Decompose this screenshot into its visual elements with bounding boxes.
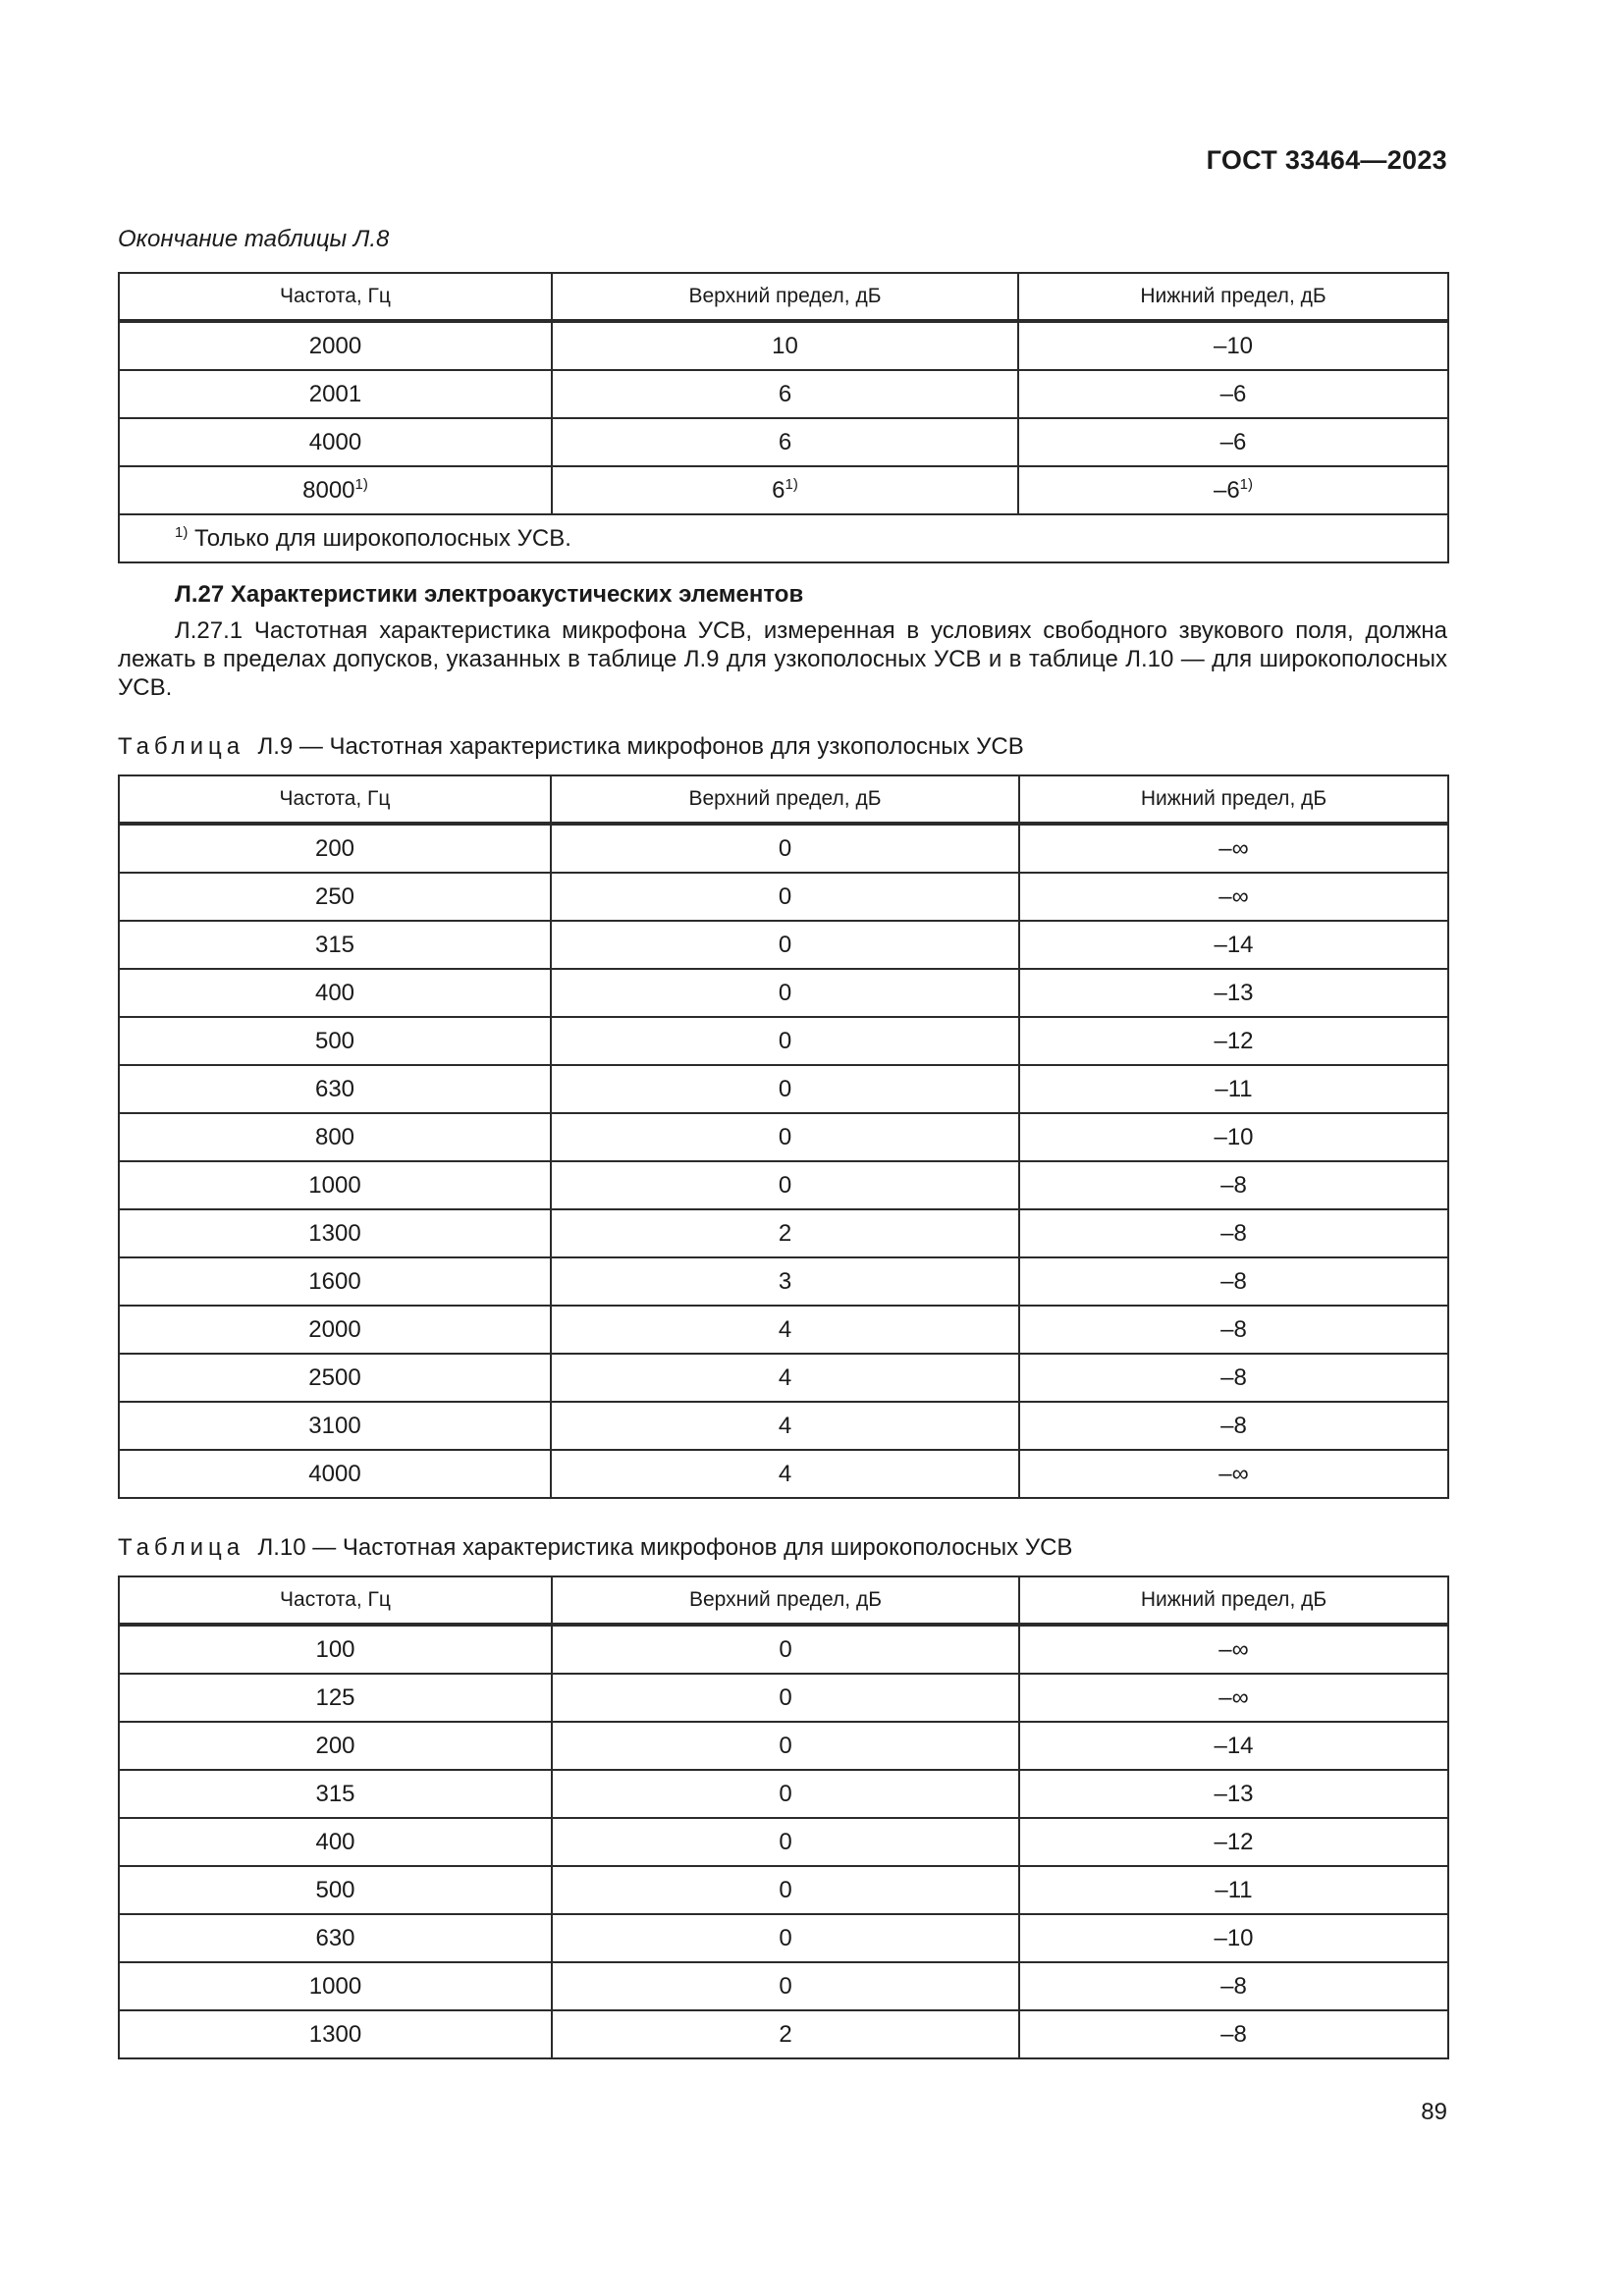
footnote-text: Только для широкополосных УСВ. xyxy=(194,524,571,552)
cell-lower-limit: –∞ xyxy=(1019,873,1448,921)
cell-upper-limit: 4 xyxy=(551,1402,1019,1450)
column-header-upper-limit: Верхний предел, дБ xyxy=(552,1576,1019,1625)
cell-upper-limit: 0 xyxy=(552,1818,1019,1866)
cell-upper-limit: 0 xyxy=(551,1161,1019,1209)
cell-lower-limit: –10 xyxy=(1019,1914,1448,1962)
cell-upper-limit: 4 xyxy=(551,1450,1019,1498)
column-header-frequency: Частота, Гц xyxy=(119,273,552,321)
cell-upper-limit: 6 xyxy=(552,370,1018,418)
cell-upper-limit: 0 xyxy=(551,873,1019,921)
table-header-row xyxy=(119,273,1448,321)
footnote-marker: 1) xyxy=(1239,475,1254,493)
cell-upper-limit: 3 xyxy=(551,1257,1019,1306)
cell-frequency: 100 xyxy=(119,1625,552,1674)
cell-lower-limit: –8 xyxy=(1019,2010,1448,2058)
cell-upper-limit: 2 xyxy=(552,2010,1019,2058)
cell-upper-limit: 0 xyxy=(552,1962,1019,2010)
table-l9-title xyxy=(118,733,1024,761)
page-number: 89 xyxy=(1421,2099,1447,2125)
cell-frequency: 4000 xyxy=(119,418,552,466)
cell-frequency: 2500 xyxy=(119,1354,551,1402)
table-row xyxy=(119,321,1448,370)
cell-upper-limit: 0 xyxy=(552,1866,1019,1914)
cell-lower-limit: –10 xyxy=(1018,321,1448,370)
document-code: ГОСТ 33464—2023 xyxy=(1206,145,1447,175)
column-header-upper-limit: Верхний предел, дБ xyxy=(552,273,1018,321)
cell-frequency: 315 xyxy=(119,921,551,969)
cell-lower-limit: –12 xyxy=(1019,1017,1448,1065)
column-header-lower-limit: Нижний предел, дБ xyxy=(1019,1576,1448,1625)
table-row xyxy=(119,466,1448,514)
cell-frequency: 125 xyxy=(119,1674,552,1722)
table-row xyxy=(119,1065,1448,1113)
cell-lower-limit xyxy=(1018,466,1448,514)
table-row xyxy=(119,921,1448,969)
cell-frequency: 500 xyxy=(119,1017,551,1065)
cell-upper-limit: 0 xyxy=(552,1674,1019,1722)
table-row xyxy=(119,1402,1448,1450)
table-row xyxy=(119,1306,1448,1354)
cell-lower-limit: –10 xyxy=(1019,1113,1448,1161)
cell-value: 6 xyxy=(772,476,785,504)
table-body xyxy=(119,824,1448,1498)
cell-frequency: 1000 xyxy=(119,1962,552,2010)
cell-lower-limit: –11 xyxy=(1019,1065,1448,1113)
table-body xyxy=(119,1625,1448,2058)
column-header-upper-limit: Верхний предел, дБ xyxy=(551,775,1019,824)
cell-lower-limit: –∞ xyxy=(1019,824,1448,873)
table-row xyxy=(119,824,1448,873)
cell-upper-limit: 0 xyxy=(551,1065,1019,1113)
table-row xyxy=(119,1257,1448,1306)
table-row xyxy=(119,2010,1448,2058)
table-row xyxy=(119,1674,1448,1722)
table-row xyxy=(119,1113,1448,1161)
table-row xyxy=(119,1962,1448,2010)
cell-frequency: 315 xyxy=(119,1770,552,1818)
table-row xyxy=(119,1017,1448,1065)
cell-lower-limit: –8 xyxy=(1019,1402,1448,1450)
cell-lower-limit: –8 xyxy=(1019,1209,1448,1257)
cell-upper-limit: 0 xyxy=(551,921,1019,969)
cell-lower-limit: –13 xyxy=(1019,969,1448,1017)
table-label: Таблица xyxy=(118,733,245,760)
table-continuation-caption: Окончание таблицы Л.8 xyxy=(118,226,390,252)
table-title-text: Л.10 — Частотная характеристика микрофонов для широкополосных УСВ xyxy=(257,1534,1073,1561)
cell-upper-limit: 6 xyxy=(552,418,1018,466)
cell-frequency: 200 xyxy=(119,1722,552,1770)
cell-frequency: 800 xyxy=(119,1113,551,1161)
table-header-row xyxy=(119,1576,1448,1625)
cell-frequency: 1300 xyxy=(119,2010,552,2058)
cell-lower-limit: –6 xyxy=(1018,370,1448,418)
cell-frequency: 400 xyxy=(119,1818,552,1866)
cell-frequency: 1600 xyxy=(119,1257,551,1306)
cell-frequency: 1000 xyxy=(119,1161,551,1209)
table-row xyxy=(119,1209,1448,1257)
cell-lower-limit: –6 xyxy=(1018,418,1448,466)
cell-frequency: 1300 xyxy=(119,1209,551,1257)
cell-frequency: 2000 xyxy=(119,321,552,370)
footnote-marker: 1) xyxy=(354,475,368,493)
cell-upper-limit: 0 xyxy=(552,1914,1019,1962)
cell-frequency: 200 xyxy=(119,824,551,873)
table-header-row xyxy=(119,775,1448,824)
table-note-row xyxy=(119,514,1448,562)
cell-lower-limit: –13 xyxy=(1019,1770,1448,1818)
cell-frequency: 3100 xyxy=(119,1402,551,1450)
cell-upper-limit: 0 xyxy=(552,1770,1019,1818)
table-row xyxy=(119,873,1448,921)
table-label: Таблица xyxy=(118,1534,245,1561)
cell-upper-limit: 4 xyxy=(551,1354,1019,1402)
cell-lower-limit: –14 xyxy=(1019,921,1448,969)
cell-upper-limit: 0 xyxy=(552,1722,1019,1770)
cell-frequency: 2000 xyxy=(119,1306,551,1354)
cell-lower-limit: –8 xyxy=(1019,1962,1448,2010)
cell-frequency: 500 xyxy=(119,1866,552,1914)
cell-lower-limit: –8 xyxy=(1019,1161,1448,1209)
cell-frequency: 630 xyxy=(119,1065,551,1113)
cell-frequency: 630 xyxy=(119,1914,552,1962)
column-header-lower-limit: Нижний предел, дБ xyxy=(1018,273,1448,321)
table-l8-end xyxy=(118,272,1449,563)
cell-lower-limit: –12 xyxy=(1019,1818,1448,1866)
cell-upper-limit: 0 xyxy=(551,1113,1019,1161)
cell-value: –6 xyxy=(1213,476,1240,504)
cell-lower-limit: –8 xyxy=(1019,1354,1448,1402)
table-row xyxy=(119,1354,1448,1402)
cell-upper-limit: 0 xyxy=(551,969,1019,1017)
table-row xyxy=(119,1866,1448,1914)
cell-upper-limit: 0 xyxy=(551,824,1019,873)
table-row xyxy=(119,370,1448,418)
cell-frequency: 250 xyxy=(119,873,551,921)
table-row xyxy=(119,1818,1448,1866)
cell-upper-limit xyxy=(552,466,1018,514)
column-header-frequency: Частота, Гц xyxy=(119,775,551,824)
cell-upper-limit: 0 xyxy=(552,1625,1019,1674)
table-row xyxy=(119,1770,1448,1818)
section-paragraph: Л.27.1 Частотная характеристика микрофона УСВ, измеренная в условиях свободного звукового поля, должна лежать в пределах допусков, указанных в таблице Л.9 для узкополосных УСВ и в таблице Л.10 — для широкополосных УСВ. xyxy=(118,617,1447,701)
cell-value: 8000 xyxy=(302,476,355,504)
cell-frequency: 400 xyxy=(119,969,551,1017)
footnote-marker: 1) xyxy=(785,475,798,493)
section-heading: Л.27 Характеристики электроакустических элементов xyxy=(175,581,804,608)
table-row xyxy=(119,969,1448,1017)
cell-upper-limit: 4 xyxy=(551,1306,1019,1354)
table-title-text: Л.9 — Частотная характеристика микрофонов для узкополосных УСВ xyxy=(257,733,1024,760)
cell-lower-limit: –∞ xyxy=(1019,1625,1448,1674)
cell-lower-limit: –14 xyxy=(1019,1722,1448,1770)
column-header-lower-limit: Нижний предел, дБ xyxy=(1019,775,1448,824)
cell-lower-limit: –∞ xyxy=(1019,1674,1448,1722)
cell-lower-limit: –8 xyxy=(1019,1306,1448,1354)
table-l10-title xyxy=(118,1534,1072,1562)
table-l10 xyxy=(118,1575,1449,2059)
cell-lower-limit: –11 xyxy=(1019,1866,1448,1914)
table-row xyxy=(119,1450,1448,1498)
cell-upper-limit: 10 xyxy=(552,321,1018,370)
table-row xyxy=(119,1625,1448,1674)
cell-upper-limit: 2 xyxy=(551,1209,1019,1257)
column-header-frequency: Частота, Гц xyxy=(119,1576,552,1625)
table-footnote xyxy=(119,514,1448,562)
cell-lower-limit: –8 xyxy=(1019,1257,1448,1306)
cell-upper-limit: 0 xyxy=(551,1017,1019,1065)
cell-lower-limit: –∞ xyxy=(1019,1450,1448,1498)
table-row xyxy=(119,1914,1448,1962)
footnote-marker: 1) xyxy=(175,523,189,541)
table-l9 xyxy=(118,774,1449,1499)
table-row xyxy=(119,1722,1448,1770)
table-row xyxy=(119,418,1448,466)
table-row xyxy=(119,1161,1448,1209)
cell-frequency xyxy=(119,466,552,514)
cell-frequency: 2001 xyxy=(119,370,552,418)
cell-frequency: 4000 xyxy=(119,1450,551,1498)
